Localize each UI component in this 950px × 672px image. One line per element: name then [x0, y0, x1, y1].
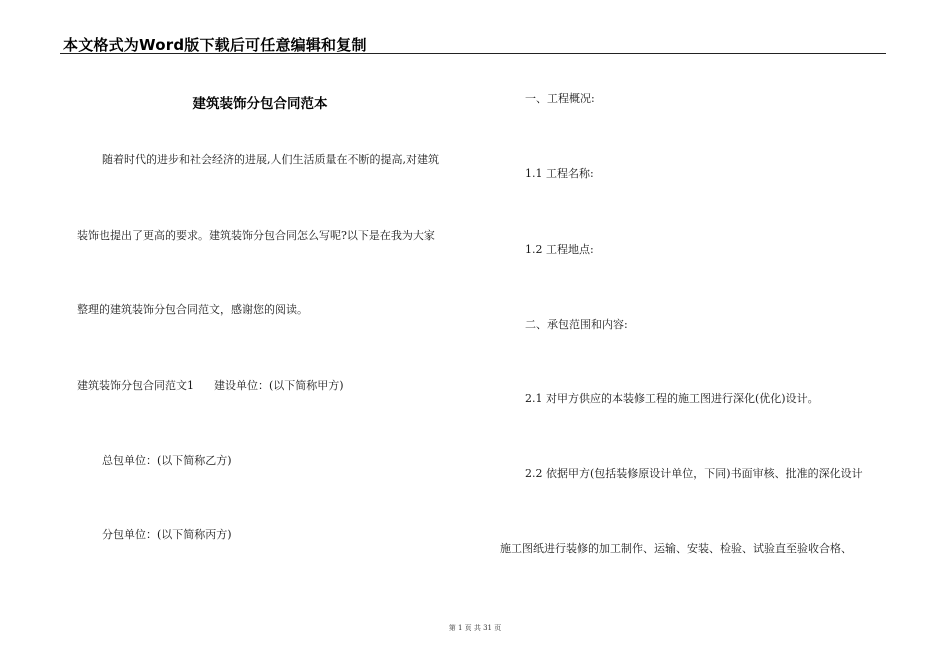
document-title: 建筑装饰分包合同范本: [192, 96, 328, 112]
item-1-2: 1.2 工程地点:: [525, 243, 594, 256]
party-a: 建设单位：(以下简称甲方): [214, 379, 344, 392]
sample-line: [77, 379, 344, 393]
item-1-1: 1.1 工程名称:: [525, 167, 594, 180]
item-2-2-continued: 施工图纸进行装修的加工制作、运输、安装、检验、试验直至验收合格、: [500, 542, 852, 555]
section-2-heading: 二、承包范围和内容:: [525, 318, 628, 331]
party-c: 分包单位：(以下简称丙方): [102, 528, 232, 541]
sample-label: 建筑装饰分包合同范文1: [77, 379, 194, 392]
section-1-heading: 一、工程概况:: [525, 92, 595, 105]
page-number: 第 1 页 共 31 页: [448, 624, 502, 632]
intro-line-2: 装饰也提出了更高的要求。建筑装饰分包合同怎么写呢?以下是在我为大家: [77, 229, 435, 242]
header-divider: [60, 53, 886, 54]
intro-line-3: 整理的建筑装饰分包合同范文，感谢您的阅读。: [77, 303, 308, 316]
intro-line-1: 随着时代的进步和社会经济的进展,人们生活质量在不断的提高,对建筑: [102, 153, 439, 166]
item-2-1: 2.1 对甲方供应的本装修工程的施工图进行深化(优化)设计。: [525, 392, 819, 405]
party-b: 总包单位：(以下简称乙方): [102, 454, 232, 467]
header-title: 本文格式为Word版下载后可任意编辑和复制: [63, 36, 367, 54]
item-2-2: 2.2 依据甲方(包括装修原设计单位，下同)书面审核、批准的深化设计: [525, 467, 863, 480]
